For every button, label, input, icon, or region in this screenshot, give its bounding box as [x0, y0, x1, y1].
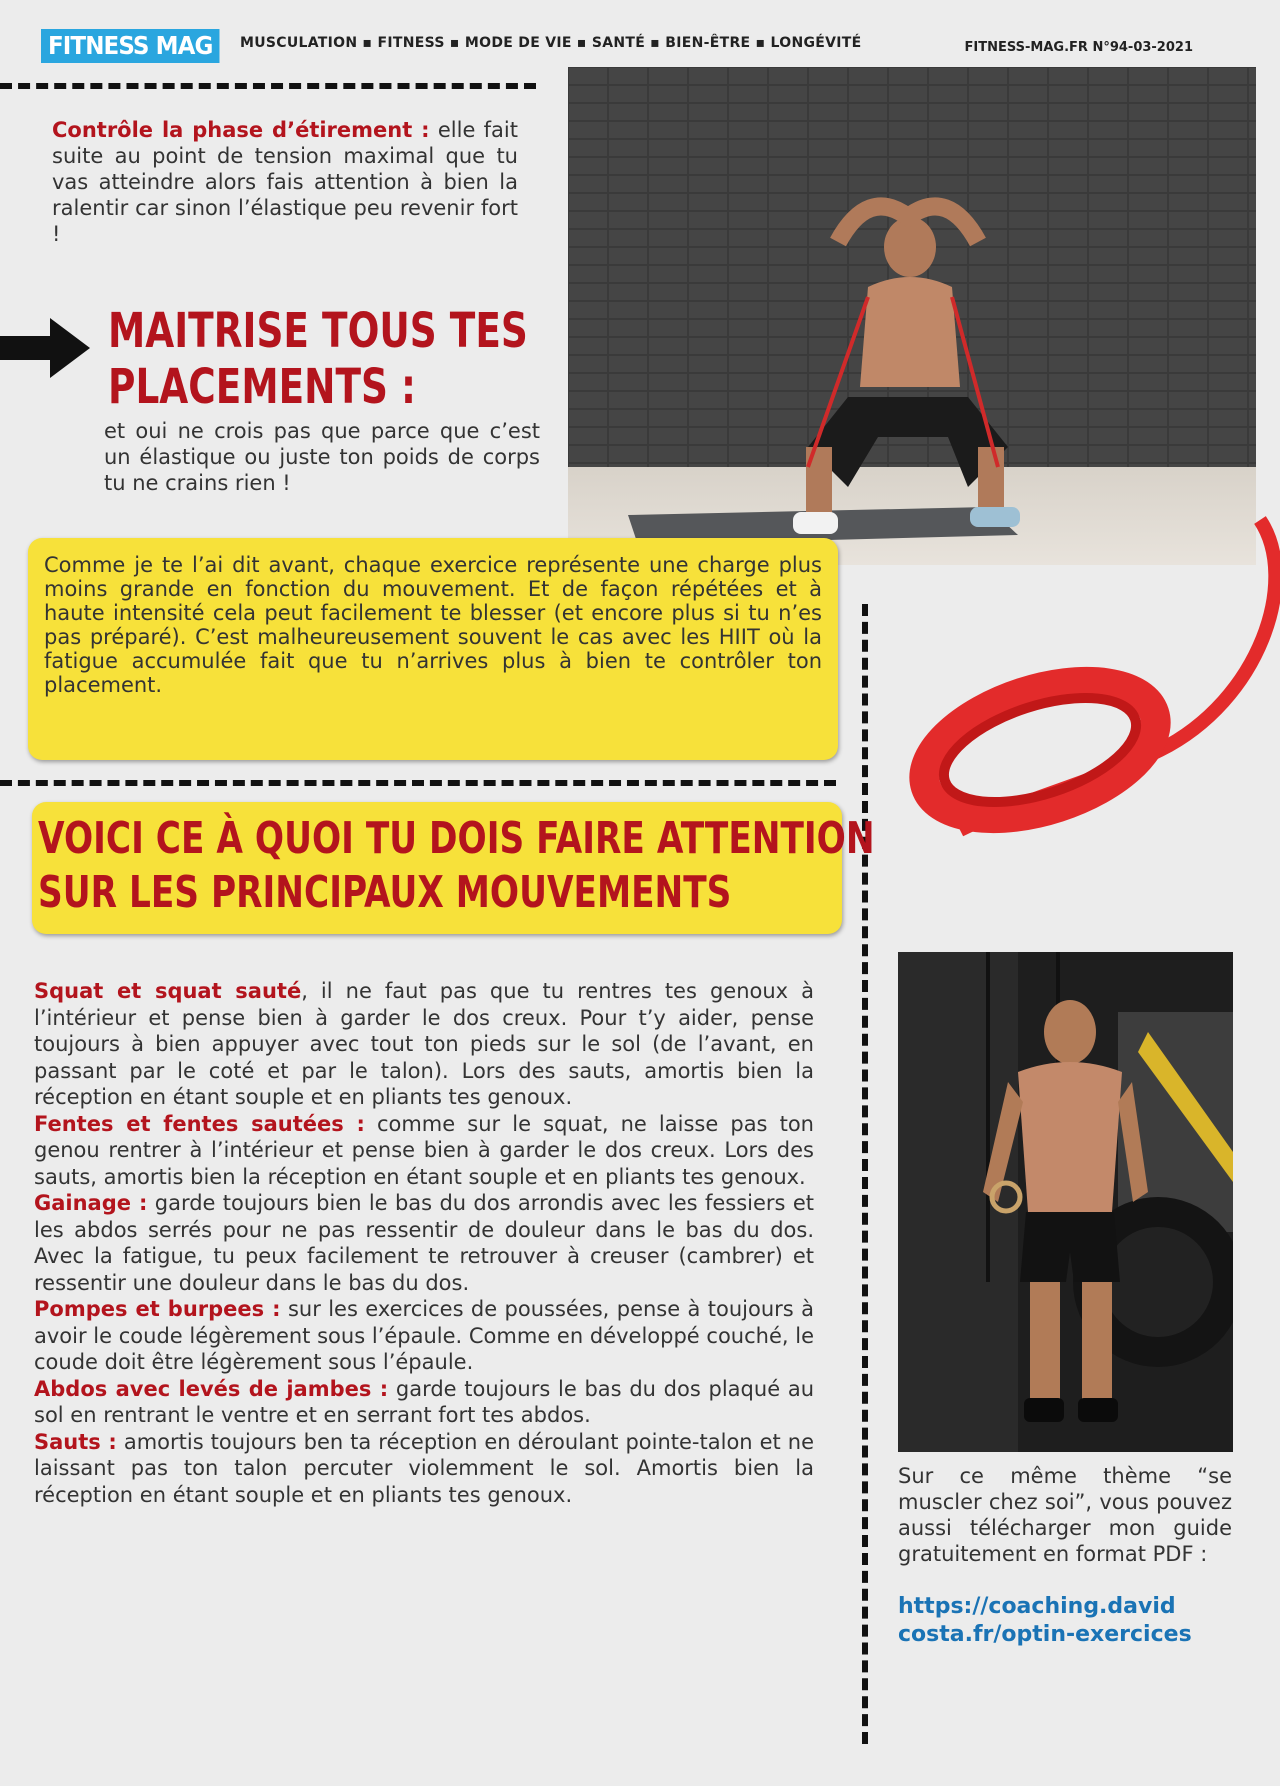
- issue-number: FITNESS-MAG.FR N°94-03-2021: [964, 40, 1193, 55]
- intro-text: elle fait suite au point de tension maximal que tu vas atteindre alors fais attention à bien la ralentir car sinon l’élastique peu revenir fort !: [52, 118, 518, 246]
- movement-item: [34, 1429, 814, 1509]
- section-title-line1: VOICI CE À QUOI TU DOIS FAIRE ATTENTION: [38, 813, 875, 864]
- arrow-right-icon: [0, 318, 90, 378]
- movement-text: comme sur le squat, ne laisse pas ton genou rentrer à l’intérieur et pense bien à garder le dos creux. Lors des sauts, amortis bien la réception en étant souple et en pliants tes genoux.: [34, 1111, 814, 1189]
- movement-item: [34, 978, 814, 1111]
- sidebar-text: Sur ce même thème “se muscler chez soi”, vous pouvez aussi télécharger mon guide gratuitement en format PDF :: [898, 1464, 1232, 1566]
- divider-mid: [0, 780, 836, 786]
- movement-name: Abdos avec levés de jambes :: [34, 1376, 389, 1401]
- movement-text: garde toujours le bas du dos plaqué au sol en rentrant le ventre et en serrant fort tes abdos.: [34, 1376, 815, 1427]
- callout-text: Comme je te l’ai dit avant, chaque exercice représente une charge plus moins grande en fonction du mouvement. Et de façon répétées et à haute intensité cela peut facilement te blesser (et encore plus si tu n’es pas préparé). C’est malheureusement souvent le cas avec les HIIT où la fatigue accumulée fait que tu n’arrives plus à bien te contrôler ton placement.: [44, 553, 822, 697]
- movement-text: amortis toujours ben ta réception en déroulant pointe-talon et ne laissant pas ton talon percuter violemment le sol. Amortis bien la réception en étant souple et en pliants tes genoux.: [34, 1429, 814, 1507]
- athlete-photo: [898, 952, 1233, 1452]
- guide-link[interactable]: [898, 1593, 1258, 1649]
- placements-title-line1: MAITRISE TOUS TES: [108, 303, 528, 359]
- intro-paragraph: [52, 117, 518, 247]
- movements-list: [34, 978, 814, 1508]
- section-title-line2: SUR LES PRINCIPAUX MOUVEMENTS: [38, 867, 732, 918]
- magazine-logo: FITNESS MAG: [41, 29, 219, 63]
- movement-name: Pompes et burpees :: [34, 1297, 281, 1321]
- movement-name: Squat et squat sauté: [34, 979, 302, 1003]
- red-band-image: [900, 500, 1280, 900]
- callout-box: [28, 538, 838, 760]
- movement-item: [34, 1376, 814, 1429]
- section-title-box: [32, 802, 875, 934]
- placements-title-line2: PLACEMENTS :: [108, 359, 417, 415]
- placements-title: [108, 303, 528, 415]
- movement-text: sur les exercices de poussées, pense à toujours à avoir le coude légèrement sous l’épaule. Comme en développé couché, le coude doit être légèrement sous l’épaule.: [34, 1297, 815, 1374]
- section-title: [38, 812, 875, 920]
- squat-photo: [568, 67, 1256, 565]
- movement-name: Sauts :: [34, 1429, 117, 1454]
- guide-link-line2[interactable]: costa.fr/optin-exercices: [898, 1622, 1192, 1647]
- movement-item: [34, 1296, 814, 1376]
- movement-text: garde toujours bien le bas du dos arrondis avec les fessiers et les abdos serrés pour ne pas ressentir de douleur dans le bas du dos. Avec la fatigue, tu peux facilement te retrouver à creuser (cambrer) et ressentir une douleur dans le bas du dos.: [34, 1191, 814, 1295]
- intro-lead: Contrôle la phase d’étirement :: [52, 118, 430, 142]
- movement-item: [34, 1190, 814, 1296]
- movement-item: [34, 1111, 814, 1191]
- header-nav: MUSCULATION ▪ FITNESS ▪ MODE DE VIE ▪ SANTÉ ▪ BIEN-ÊTRE ▪ LONGÉVITÉ: [240, 35, 862, 51]
- movement-text: , il ne faut pas que tu rentres tes genoux à l’intérieur et pense bien à garder le dos creux. Pour t’y aider, pense toujours à bien appuyer avec tout ton pieds sur le sol (de l’avant, en passant par le coté et par le talon). Lors des sauts, amortis bien la réception en étant souple et en pliants tes genoux.: [34, 979, 815, 1109]
- placements-text: et oui ne crois pas que parce que c’est un élastique ou juste ton poids de corps tu ne crains rien !: [104, 419, 540, 495]
- divider-vertical: [862, 604, 868, 1744]
- divider-top: [0, 83, 536, 89]
- guide-link-line1[interactable]: https://coaching.david: [898, 1594, 1176, 1619]
- movement-name: Fentes et fentes sautées :: [34, 1111, 365, 1136]
- movement-name: Gainage :: [34, 1191, 148, 1215]
